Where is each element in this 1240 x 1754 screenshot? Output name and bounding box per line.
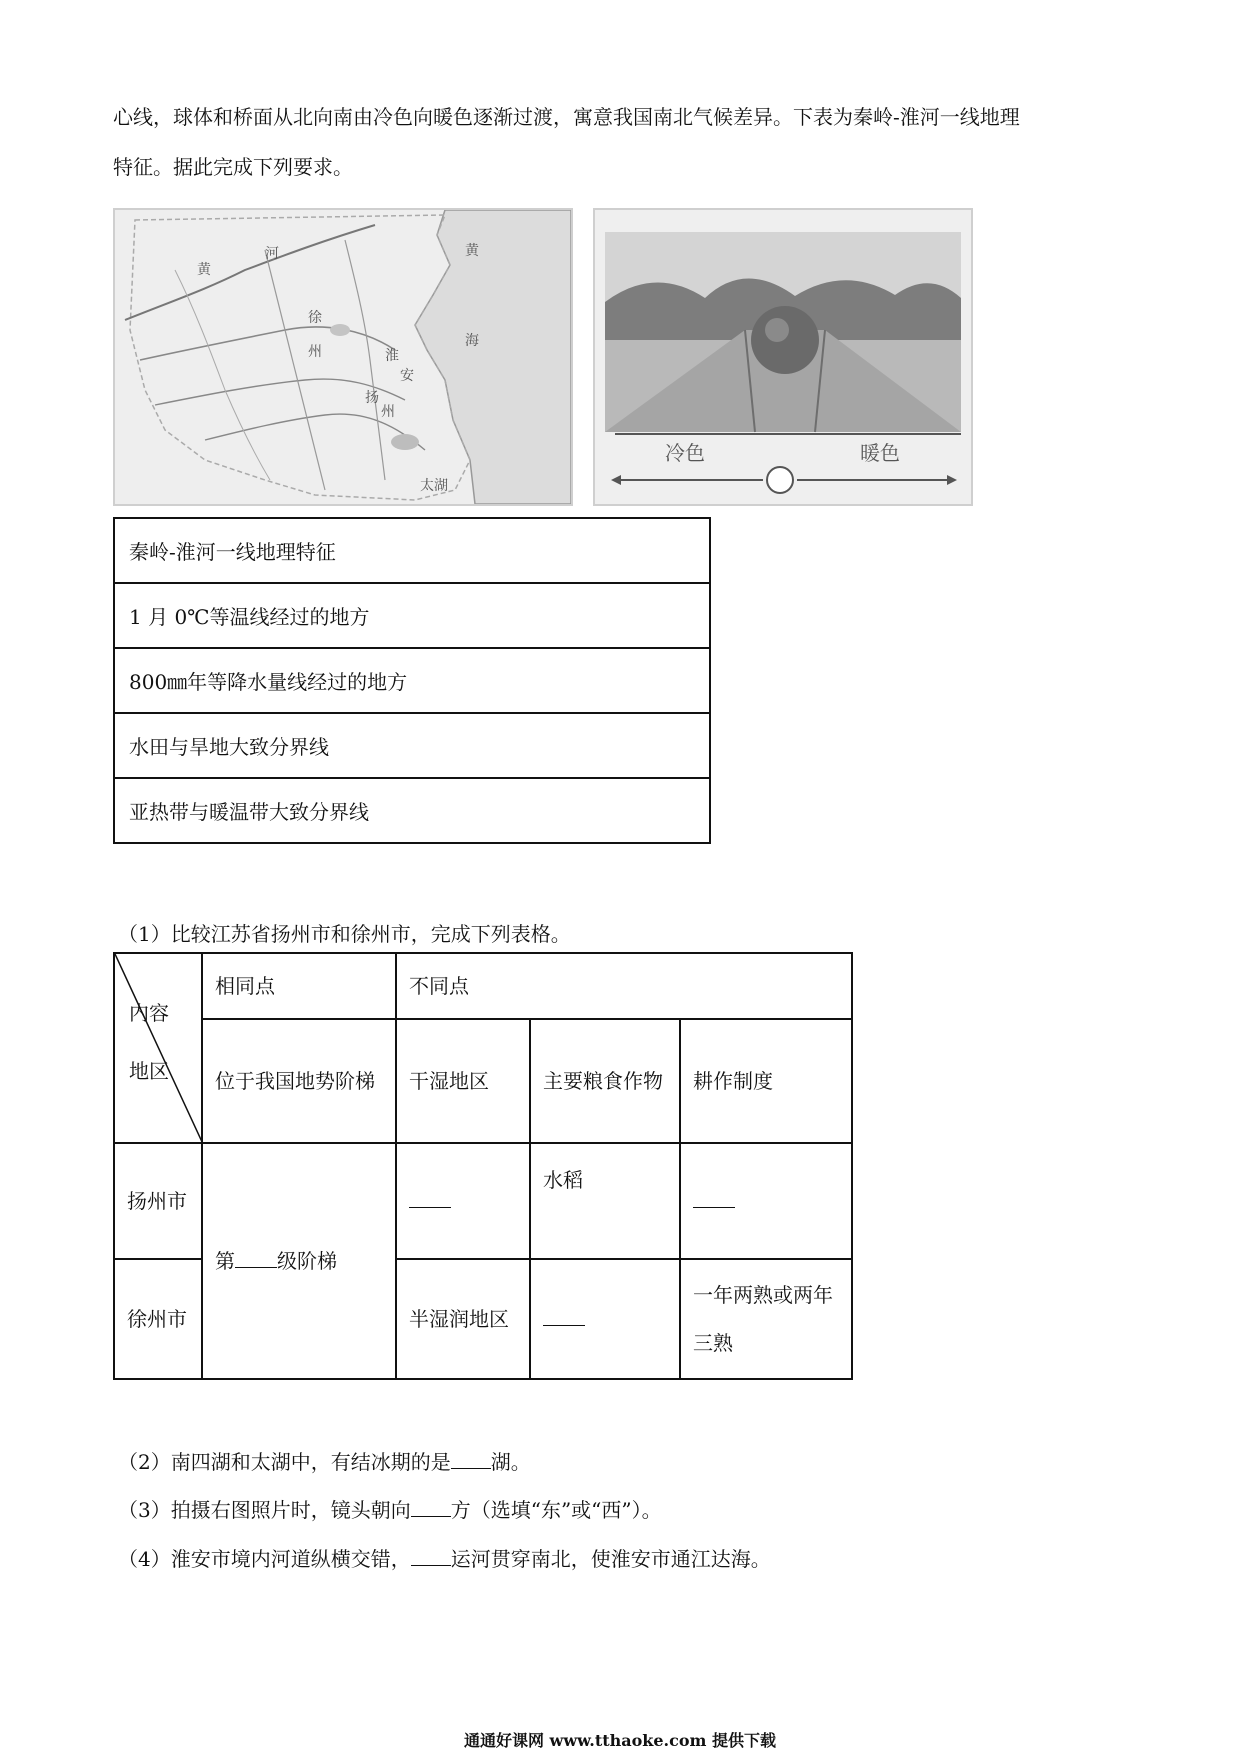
moisture-region-header: 干湿地区 bbox=[396, 1019, 530, 1143]
corner-content-label: 内容 bbox=[129, 1001, 169, 1025]
xuzhou-crop-cell bbox=[530, 1259, 680, 1379]
table-row bbox=[114, 778, 710, 843]
table-cell: 1 月 0℃等温线经过的地方 bbox=[114, 583, 710, 648]
cold-color-label: 冷色 bbox=[665, 441, 705, 465]
answer-blank[interactable] bbox=[411, 1545, 451, 1566]
answer-blank[interactable] bbox=[409, 1187, 451, 1208]
city-xuzhou: 徐州市 bbox=[114, 1259, 202, 1379]
intro-line-2: 特征。据此完成下列要求。 bbox=[113, 155, 353, 179]
map-label-zhou-2: 州 bbox=[381, 404, 395, 420]
different-points-header: 不同点 bbox=[396, 953, 852, 1019]
corner-header-cell bbox=[114, 953, 202, 1143]
map-label-huang: 黄 bbox=[197, 262, 211, 278]
yangzhou-system-cell bbox=[680, 1143, 852, 1259]
table-row bbox=[114, 583, 710, 648]
yangzhou-crop-cell: 水稻 bbox=[530, 1143, 680, 1259]
answer-blank[interactable] bbox=[411, 1496, 451, 1517]
map-label-he: 河 bbox=[265, 246, 279, 262]
terrain-step-header: 位于我国地势阶梯 bbox=[202, 1019, 396, 1143]
table-row bbox=[114, 1143, 852, 1259]
intro-text bbox=[113, 92, 1133, 192]
comparison-table bbox=[113, 952, 853, 1380]
answer-blank[interactable] bbox=[543, 1305, 585, 1326]
warm-color-label: 暖色 bbox=[860, 441, 900, 465]
answer-blank[interactable] bbox=[235, 1247, 277, 1268]
diagonal-line bbox=[115, 954, 203, 1144]
answer-blank[interactable] bbox=[451, 1448, 491, 1469]
map-figure bbox=[113, 208, 573, 506]
question-2: （2）南四湖和太湖中，有结冰期的是 湖。 bbox=[118, 1450, 531, 1474]
map-label-huang-sea-2: 海 bbox=[465, 333, 479, 349]
table-row bbox=[114, 648, 710, 713]
same-points-header: 相同点 bbox=[202, 953, 396, 1019]
table-cell: 亚热带与暖温带大致分界线 bbox=[114, 778, 710, 843]
farming-system-header: 耕作制度 bbox=[680, 1019, 852, 1143]
table-cell: 水田与旱地大致分界线 bbox=[114, 713, 710, 778]
table-row bbox=[114, 713, 710, 778]
map-label-an: 安 bbox=[400, 368, 414, 384]
map-label-huang-sea-1: 黄 bbox=[465, 243, 479, 259]
map-label-huai: 淮 bbox=[385, 348, 399, 364]
page-footer: 通通好课网 www.tthaoke.com 提供下载 bbox=[463, 1731, 777, 1750]
table-row bbox=[114, 953, 852, 1019]
yangzhou-moisture-cell bbox=[396, 1143, 530, 1259]
table-cell: 800㎜年等降水量线经过的地方 bbox=[114, 648, 710, 713]
intro-line-1: 心线，球体和桥面从北向南由冷色向暖色逐渐过渡，寓意我国南北气候差异。下表为秦岭-淮河一线地理 bbox=[113, 105, 1020, 129]
question-4: （4）淮安市境内河道纵横交错， 运河贯穿南北，使淮安市通江达海。 bbox=[118, 1547, 771, 1571]
xuzhou-system-cell: 一年两熟或两年三熟 bbox=[680, 1259, 852, 1379]
map-label-taihu: 太湖 bbox=[420, 478, 448, 494]
table-row bbox=[114, 518, 710, 583]
question-3: （3）拍摄右图照片时，镜头朝向 方（选填“东”或“西”）。 bbox=[118, 1498, 662, 1522]
main-crop-header: 主要粮食作物 bbox=[530, 1019, 680, 1143]
bridge-photo bbox=[595, 210, 971, 504]
city-yangzhou: 扬州市 bbox=[114, 1143, 202, 1259]
question-1: （1）比较江苏省扬州市和徐州市，完成下列表格。 bbox=[118, 922, 571, 946]
features-table bbox=[113, 517, 711, 844]
photo-figure bbox=[593, 208, 973, 506]
xuzhou-moisture-cell: 半湿润地区 bbox=[396, 1259, 530, 1379]
table-cell: 秦岭-淮河一线地理特征 bbox=[114, 518, 710, 583]
answer-blank[interactable] bbox=[693, 1187, 735, 1208]
corner-region-label: 地区 bbox=[129, 1059, 169, 1083]
map-drawing bbox=[115, 210, 571, 504]
map-label-zhou: 州 bbox=[308, 344, 322, 360]
table-row bbox=[114, 1019, 852, 1143]
map-label-yang: 扬 bbox=[365, 390, 379, 406]
map-label-xu: 徐 bbox=[308, 310, 322, 326]
terrain-step-cell: 第 级阶梯 bbox=[202, 1143, 396, 1379]
